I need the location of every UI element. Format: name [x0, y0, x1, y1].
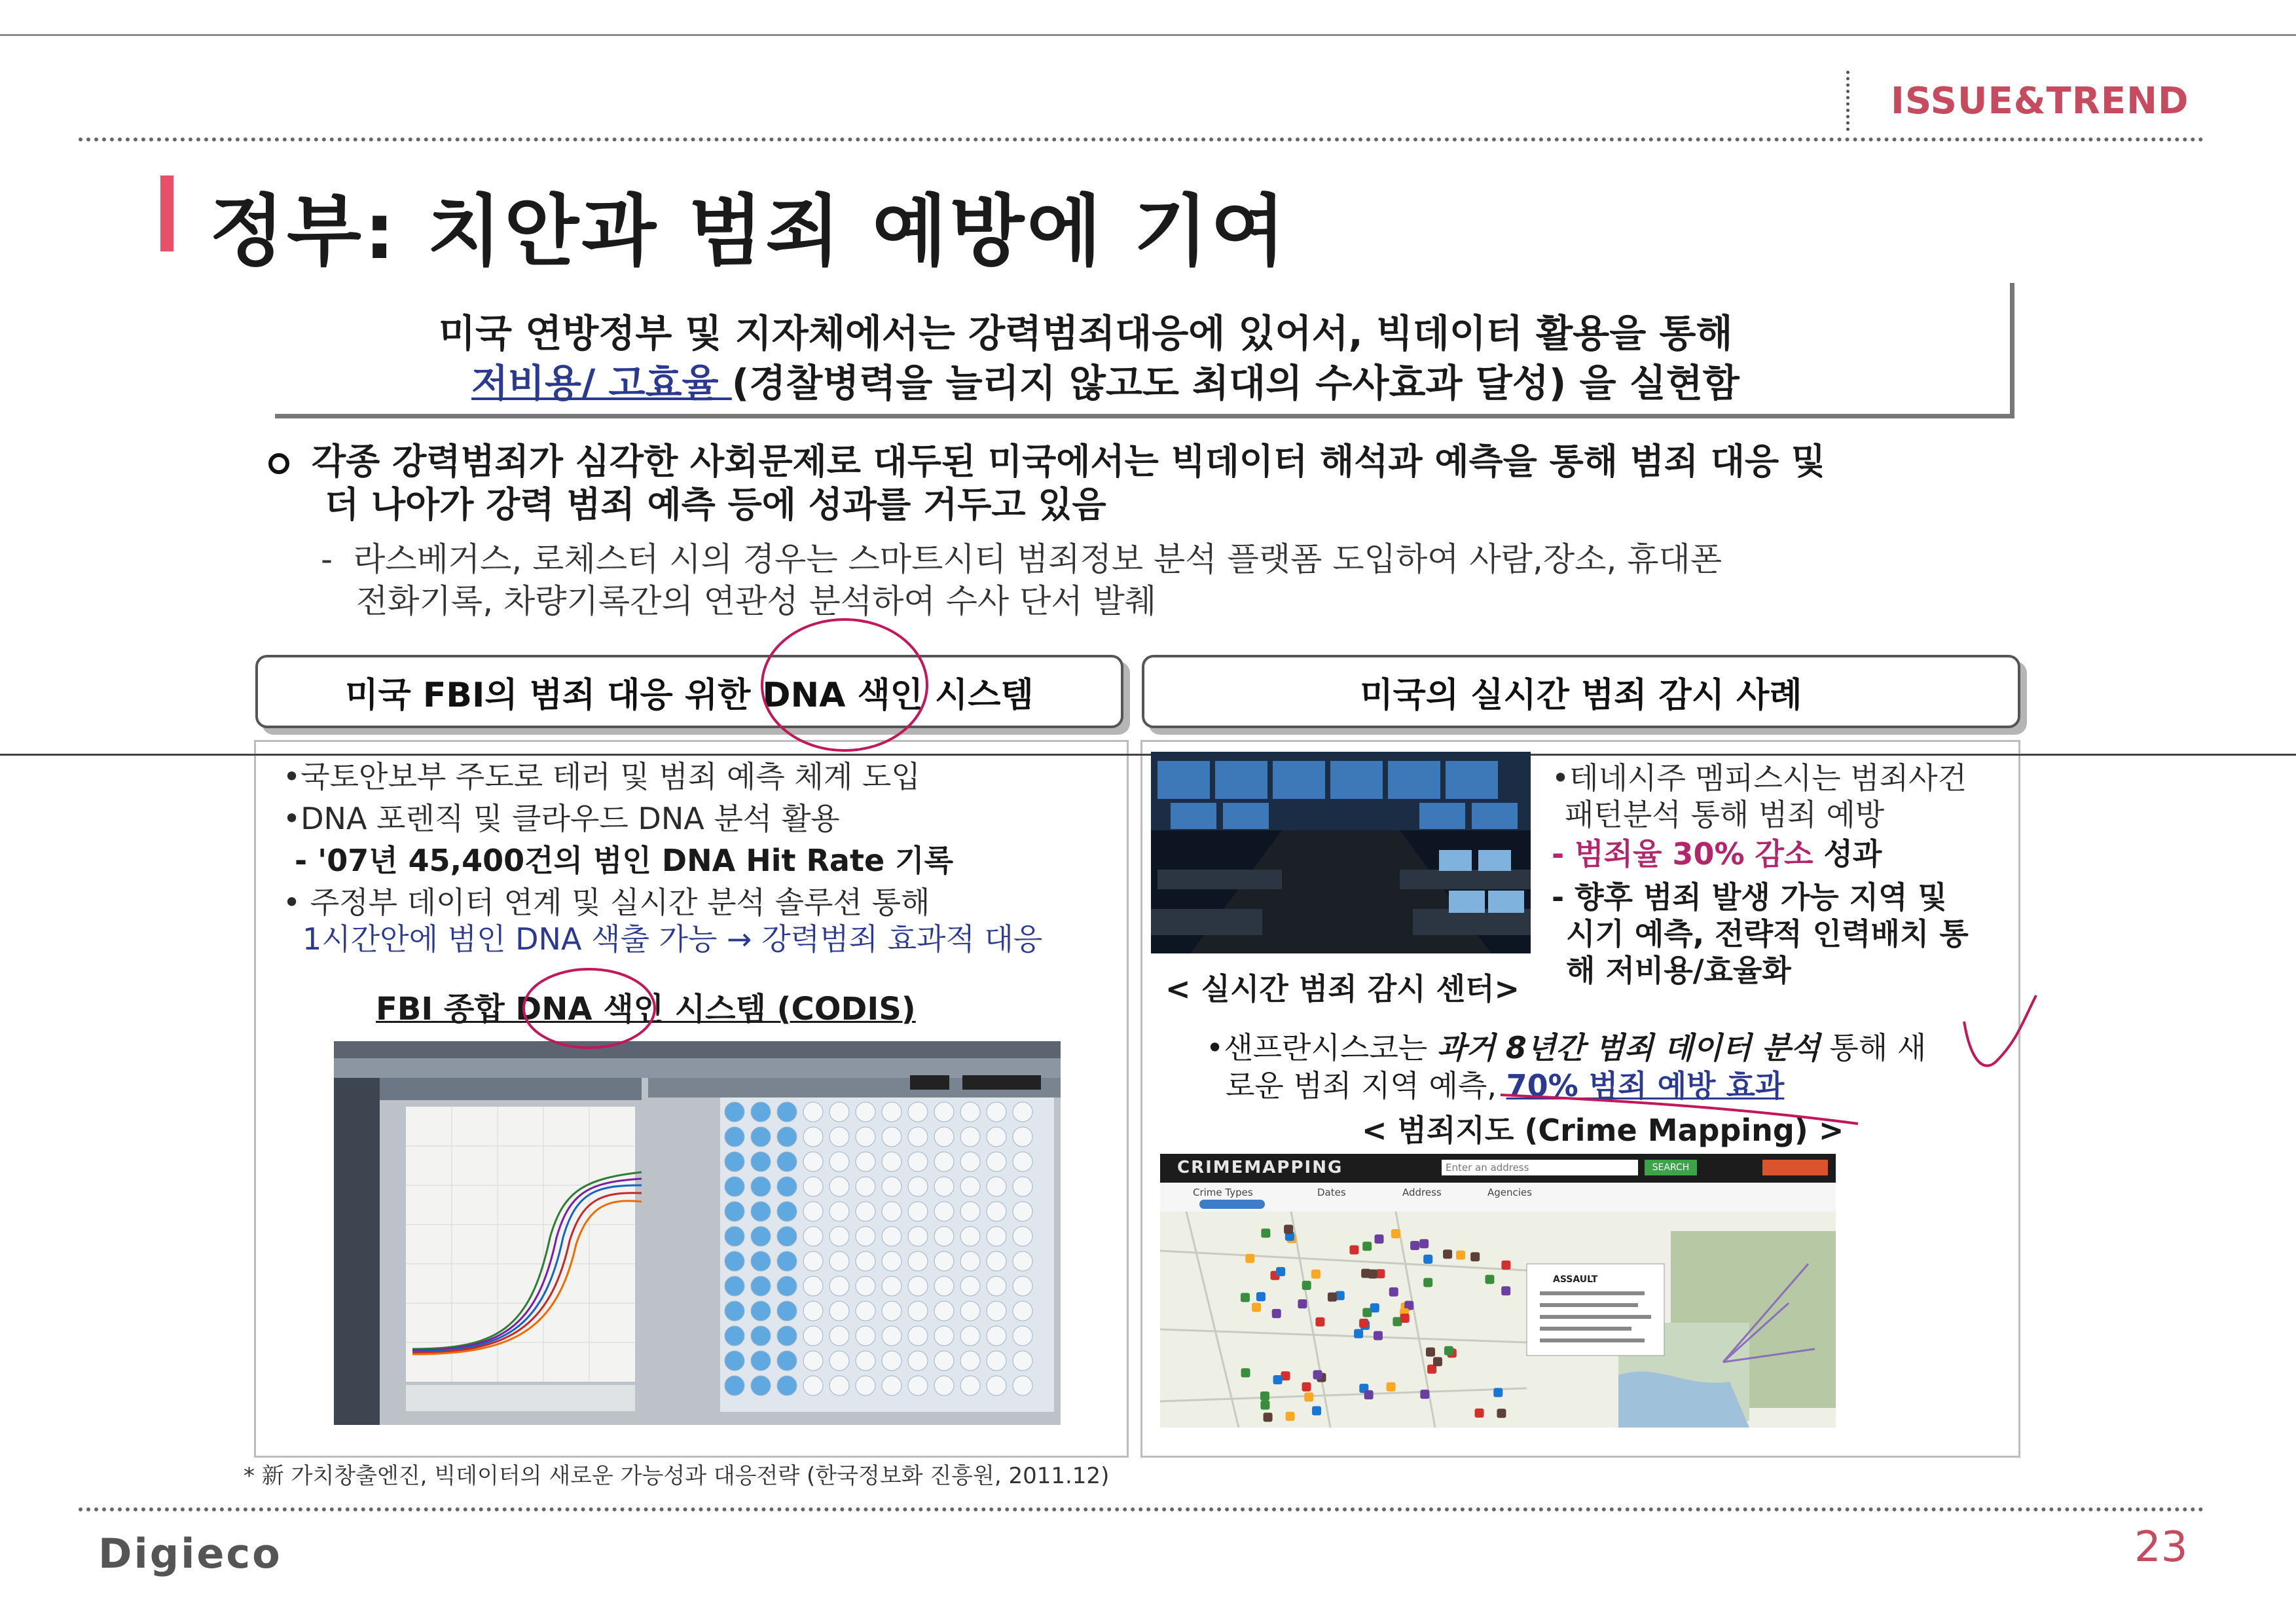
main-bullet-line-2: 더 나아가 강력 범죄 예측 등에 성과를 거두고 있음	[325, 484, 1106, 525]
popup-title: ASSAULT	[1553, 1274, 1598, 1285]
codis-caption: FBI 종합 DNA 색인 시스템 (CODIS)	[376, 991, 916, 1027]
digieco-logo: Digieco	[98, 1530, 282, 1578]
map-tab-dates[interactable]: Dates	[1317, 1187, 1346, 1198]
realtime-heading: 미국의 실시간 범죄 감시 사례	[1142, 655, 2020, 728]
dash-marker: -	[321, 540, 354, 578]
map-tab-crime-types[interactable]: Crime Types	[1193, 1187, 1253, 1198]
result-suffix: 성과	[1813, 836, 1882, 872]
annotation-circle-dna-heading	[762, 619, 927, 750]
header-section-tag: ISSUE&TREND	[1891, 80, 2189, 122]
fbi-item-2: •DNA 포렌직 및 클라우드 DNA 분석 활용	[283, 801, 840, 836]
memphis-line-2: 패턴분석 통해 범죄 예방	[1565, 797, 1885, 832]
map-caption: < 범죄지도 (Crime Mapping) >	[1362, 1113, 1844, 1148]
sf-prefix: •샌프란시스코는	[1206, 1030, 1437, 1065]
predict-line-3: 해 저비용/효율화	[1566, 953, 1791, 988]
summary-line-1: 미국 연방정부 및 지자체에서는 강력범죄대응에 있어서, 빅데이터 활용을 통해	[439, 311, 1733, 356]
footer-dotted-rule	[79, 1507, 2204, 1511]
page-title: 정부: 치안과 범죄 예방에 기여	[210, 186, 1288, 276]
annotation-check-mark	[1964, 995, 2036, 1066]
source-footnote: * 新 가치창출엔진, 빅데이터의 새로운 가능성과 대응전략 (한국정보화 진흥원, 2011.12)	[244, 1463, 1110, 1489]
result-highlight: 범죄율 30% 감소	[1575, 836, 1813, 872]
predict-line-2: 시기 예측, 전략적 인력배치 통	[1566, 916, 1969, 951]
memphis-line-1: •테네시주 멤피스시는 범죄사건	[1552, 760, 1967, 796]
fbi-heading: 미국 FBI의 범죄 대응 위한 DNA 색인 시스템	[255, 655, 1123, 728]
sub-bullet-line-2: 전화기록, 차량기록간의 연관성 분석하여 수사 단서 발췌	[356, 582, 1157, 620]
fbi-item-1: •국토안보부 주도로 테러 및 범죄 예측 체계 도입	[283, 759, 920, 794]
map-tab-address[interactable]: Address	[1402, 1187, 1442, 1198]
sf-highlight: 70% 범죄 예방 효과	[1506, 1068, 1785, 1103]
predict-line-1: - 향후 범죄 발생 가능 지역 및	[1552, 879, 1947, 915]
fbi-item-3: - '07년 45,400건의 범인 DNA Hit Rate 기록	[295, 843, 954, 878]
summary-highlight: 저비용/ 고효율	[471, 361, 732, 405]
map-brand: CRIMEMAPPING	[1177, 1158, 1343, 1177]
sf-italic: 과거 8년간 범죄 데이터 분석	[1436, 1030, 1820, 1065]
sf-line-2-prefix: 로운 범죄 지역 예측,	[1226, 1068, 1506, 1103]
main-bullet-line-1: 각종 강력범죄가 심각한 사회문제로 대두된 미국에서는 빅데이터 해석과 예측을 통해 범죄 대응 및	[312, 441, 1826, 482]
annotation-circle-dna-caption	[524, 969, 655, 1048]
page-number: 23	[2134, 1523, 2188, 1572]
map-search-button[interactable]: SEARCH	[1645, 1160, 1697, 1175]
map-tab-agencies[interactable]: Agencies	[1487, 1187, 1532, 1198]
summary-line-2-rest: (경찰병력을 늘리지 않고도 최대의 수사효과 달성) 을 실현함	[731, 361, 1740, 405]
fbi-item-5: 1시간안에 범인 DNA 색출 가능 → 강력범죄 효과적 대응	[302, 921, 1043, 957]
sf-suffix: 통해 새	[1819, 1030, 1927, 1065]
fbi-item-4: • 주정부 데이터 연계 및 실시간 분석 솔루션 통해	[283, 885, 930, 920]
annotation-underline	[1501, 1095, 1858, 1124]
map-search-input[interactable]: Enter an address	[1442, 1160, 1638, 1175]
sub-bullet-line-1: 라스베거스, 로체스터 시의 경우는 스마트시티 범죄정보 분석 플랫폼 도입하여 사람,장소, 휴대폰	[353, 540, 1722, 578]
result-dash: -	[1552, 836, 1575, 872]
center-caption: < 실시간 범죄 감시 센터>	[1165, 971, 1520, 1006]
